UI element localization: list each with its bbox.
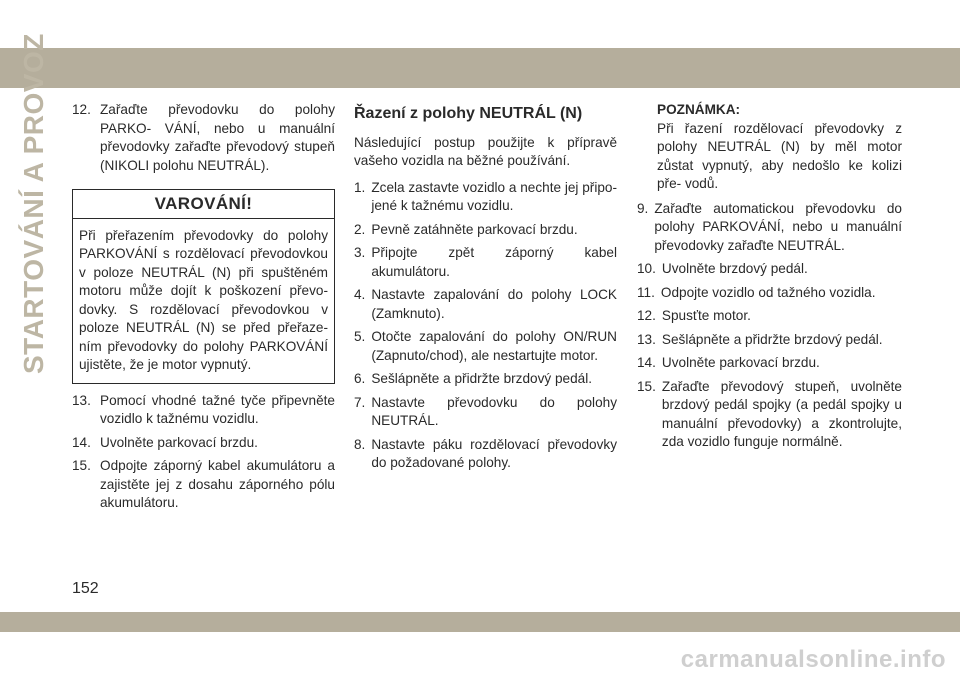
section-heading: Řazení z polohy NEUTRÁL (N) bbox=[354, 105, 583, 122]
item-text: Připojte zpět záporný kabel akumulátoru. bbox=[371, 245, 617, 279]
item-text: Nastavte zapalování do polohy LOCK (Zamknuto). bbox=[371, 287, 617, 321]
item-number: 14. bbox=[72, 434, 91, 450]
item-number: 12. bbox=[72, 102, 91, 117]
item-number: 10. bbox=[637, 261, 656, 276]
item-number: 12. bbox=[637, 308, 656, 323]
list-item bbox=[637, 354, 902, 373]
intro-paragraph: Následující postup použijte k přípravě vašeho vozidla na běžné používání. bbox=[354, 134, 617, 168]
item-text: Nastavte převodovku do polohy NEUTRÁL. bbox=[371, 394, 617, 428]
note-title: POZNÁMKA: bbox=[657, 102, 741, 117]
item-text: Zcela zastavte vozidlo a nechte jej připo- jené k tažnému vozidlu. bbox=[371, 179, 617, 213]
list-item bbox=[354, 328, 617, 365]
list-item bbox=[354, 370, 617, 389]
item-text: Zařaďte převodový stupeň, uvolněte brzdový pedál spojky (a pedál spojky u manuální převodovky) a zkontrolujte, zda vozidlo funguje normálně. bbox=[661, 378, 902, 449]
item-number: 9. bbox=[637, 200, 649, 216]
item-number: 14. bbox=[637, 355, 656, 370]
list-item bbox=[637, 260, 902, 279]
list-item bbox=[354, 244, 617, 281]
note-text: Při řazení rozdělovací převodovky z polohy NEUTRÁL (N) by měl motor zůstat vypnutý, aby nedošlo ke kolizi pře- vodů. bbox=[657, 120, 902, 191]
warning-text: Při přeřazením převodovky do polohy PARKOVÁNÍ s rozdělovací převodovkou v poloze NEUTRÁL (N) při spuštěném motoru může dojít k poškození převo- dovky. S rozdělovací převodovkou v poloze NEUTRÁL (N) se před přeřaze- ním převodovky do polohy PARKOVÁNÍ ujistěte, že je motor vypnutý. bbox=[79, 227, 328, 372]
item-number: 11. bbox=[637, 284, 655, 300]
warning-box bbox=[72, 189, 335, 384]
item-text: Sešlápněte a přidržte brzdový pedál. bbox=[661, 331, 883, 347]
item-text: Zařaďte převodovku do polohy PARKO- VÁNÍ, nebo u manuální převodovky zařaďte převodový stupeň (NIKOLI polohu NEUTRÁL). bbox=[100, 102, 335, 173]
item-number: 13. bbox=[72, 392, 91, 408]
item-number: 4. bbox=[354, 287, 366, 302]
item-number: 1. bbox=[354, 179, 366, 195]
section-side-title: STARTOVÁNÍ A PROVOZ bbox=[18, 33, 49, 374]
list-item bbox=[354, 286, 617, 323]
list-item bbox=[637, 284, 902, 303]
item-number: 7. bbox=[354, 394, 366, 410]
list-item bbox=[637, 378, 902, 452]
item-text: Zařaďte automatickou převodovku do polohy PARKOVÁNÍ, nebo u manuální převodovky zařaďte NEUTRÁL. bbox=[654, 200, 902, 253]
item-text: Pevně zatáhněte parkovací brzdu. bbox=[371, 221, 578, 237]
list-item bbox=[354, 436, 617, 473]
item-text: Pomocí vhodné tažné tyče připevněte vozidlo k tažnému vozidlu. bbox=[100, 392, 335, 426]
item-text: Sešlápněte a přidržte brzdový pedál. bbox=[371, 371, 592, 386]
item-text: Odpojte vozidlo od tažného vozidla. bbox=[660, 284, 876, 300]
item-text: Spusťte motor. bbox=[661, 308, 751, 323]
column-left bbox=[72, 101, 335, 518]
list-item bbox=[354, 179, 617, 216]
item-text: Uvolněte brzdový pedál. bbox=[661, 261, 808, 276]
list-item bbox=[354, 394, 617, 431]
note-block bbox=[657, 101, 902, 194]
footer-band bbox=[0, 612, 960, 632]
item-text: Uvolněte parkovací brzdu. bbox=[661, 355, 820, 370]
watermark-text: carmanualsonline.info bbox=[680, 646, 946, 673]
item-number: 13. bbox=[637, 331, 656, 347]
item-number: 2. bbox=[354, 221, 366, 237]
list-item bbox=[72, 101, 335, 175]
item-number: 8. bbox=[354, 436, 366, 452]
header-band bbox=[0, 48, 960, 88]
item-number: 6. bbox=[354, 371, 366, 386]
item-text: Odpojte záporný kabel akumulátoru a zajistěte jej z dosahu záporného pólu akumulátoru. bbox=[100, 458, 335, 510]
item-text: Uvolněte parkovací brzdu. bbox=[100, 434, 258, 450]
list-item bbox=[72, 434, 335, 453]
list-item bbox=[637, 307, 902, 326]
list-item bbox=[72, 457, 335, 513]
page-number: 152 bbox=[72, 580, 99, 597]
list-item bbox=[72, 392, 335, 429]
item-number: 5. bbox=[354, 329, 366, 344]
warning-title: VAROVÁNÍ! bbox=[73, 190, 334, 219]
column-middle bbox=[354, 101, 617, 478]
list-item bbox=[637, 200, 902, 256]
item-text: Nastavte páku rozdělovací převodovky do požadované polohy. bbox=[371, 436, 617, 470]
list-item bbox=[637, 331, 902, 350]
item-number: 3. bbox=[354, 245, 366, 260]
item-text: Otočte zapalování do polohy ON/RUN (Zapnuto/chod), ale nestartujte motor. bbox=[371, 329, 617, 363]
item-number: 15. bbox=[72, 458, 91, 473]
item-number: 15. bbox=[637, 378, 656, 394]
column-right bbox=[637, 101, 902, 457]
list-item bbox=[354, 221, 617, 240]
